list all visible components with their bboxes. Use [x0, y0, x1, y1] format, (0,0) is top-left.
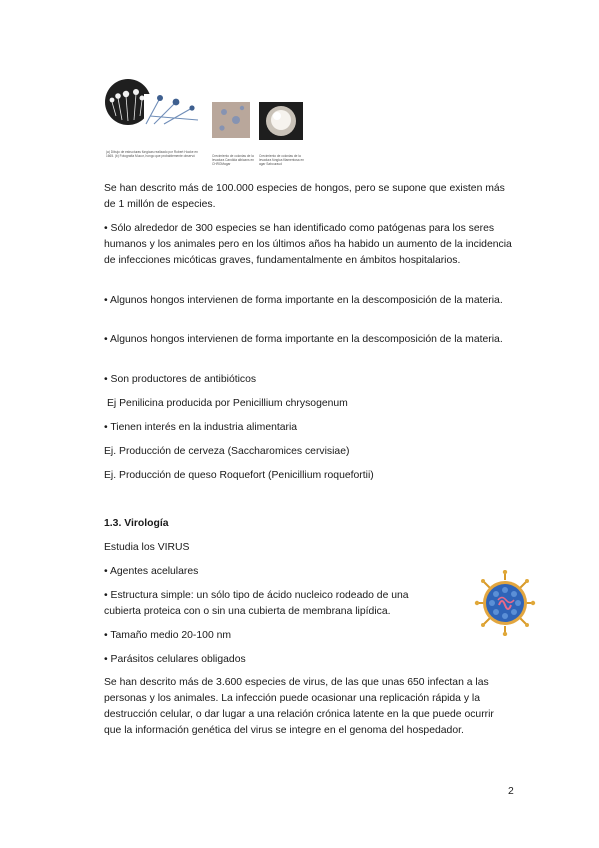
page-number: 2: [508, 786, 514, 797]
virology-bullet-4: • Parásitos celulares obligados: [104, 654, 246, 665]
virus-illustration: [474, 570, 536, 636]
cheese-example: Ej. Producción de queso Roquefort (Penicillium roquefortii): [104, 470, 374, 481]
virology-subtitle: Estudia los VIRUS: [104, 542, 190, 553]
beer-example: Ej. Producción de cerveza (Saccharomices cervisiae): [104, 446, 350, 457]
fungi-figures: [104, 76, 324, 168]
figure-caption-3: Crecimiento de colonias de la levadura fúngica filamentosa en agar Sabouraud: [259, 154, 305, 166]
food-industry-bullet: • Tienen interés en la industria alimentaria: [104, 422, 298, 433]
penicillin-example: Ej Penilicina producida por Penicillium chrysogenum: [107, 398, 348, 409]
virology-bullet-2: • Estructura simple: un sólo tipo de ácido nucleico rodeado de una cubierta proteica con o sin una cubierta de membrana lipídica.: [104, 590, 409, 617]
virus-species-paragraph: Se han descrito más de 3.600 especies de virus, de las que unas 650 infectan a las personas y los animales. La infección puede ocasionar una replicación rápida y la destrucción celular, o dar lugar a una relación crónica latente en la que puede ocurrir que la información genética del virus se integre en el genoma del hospedador.: [104, 677, 494, 736]
decomposition-bullet-1: • Algunos hongos intervienen de forma importante en la descomposición de la materia.: [104, 295, 503, 306]
pathogen-bullet: • Sólo alrededor de 300 especies se han identificado como patógenas para los seres humanos y los animales pero en los últimos años ha habido un aumento de la incidencia de infecciones micóticas graves, fundamentalmente en ámbitos hospitalarios.: [104, 223, 512, 266]
figure-caption-2: Crecimiento de colonias de la levadura Candida albicans en CHROMagar: [212, 154, 254, 166]
virology-bullet-1: • Agentes acelulares: [104, 566, 199, 577]
antibiotics-bullet: • Son productores de antibióticos: [104, 374, 257, 385]
virology-bullet-3: • Tamaño medio 20-100 nm: [104, 630, 232, 641]
fungi-species-paragraph: Se han descrito más de 100.000 especies de hongos, pero se supone que existen más de 1 millón de especies.: [104, 183, 505, 210]
virus-icon: [474, 570, 536, 636]
decomposition-bullet-2: • Algunos hongos intervienen de forma importante en la descomposición de la materia.: [104, 334, 503, 345]
figure-caption-1: (a) Dibujo de estructuras fúngicas realizado por Robert Hooke en 1665. (b) Fotografía Mucor, hongo que probablemente observó: [106, 150, 198, 158]
virology-heading: 1.3. Virología: [104, 518, 169, 529]
